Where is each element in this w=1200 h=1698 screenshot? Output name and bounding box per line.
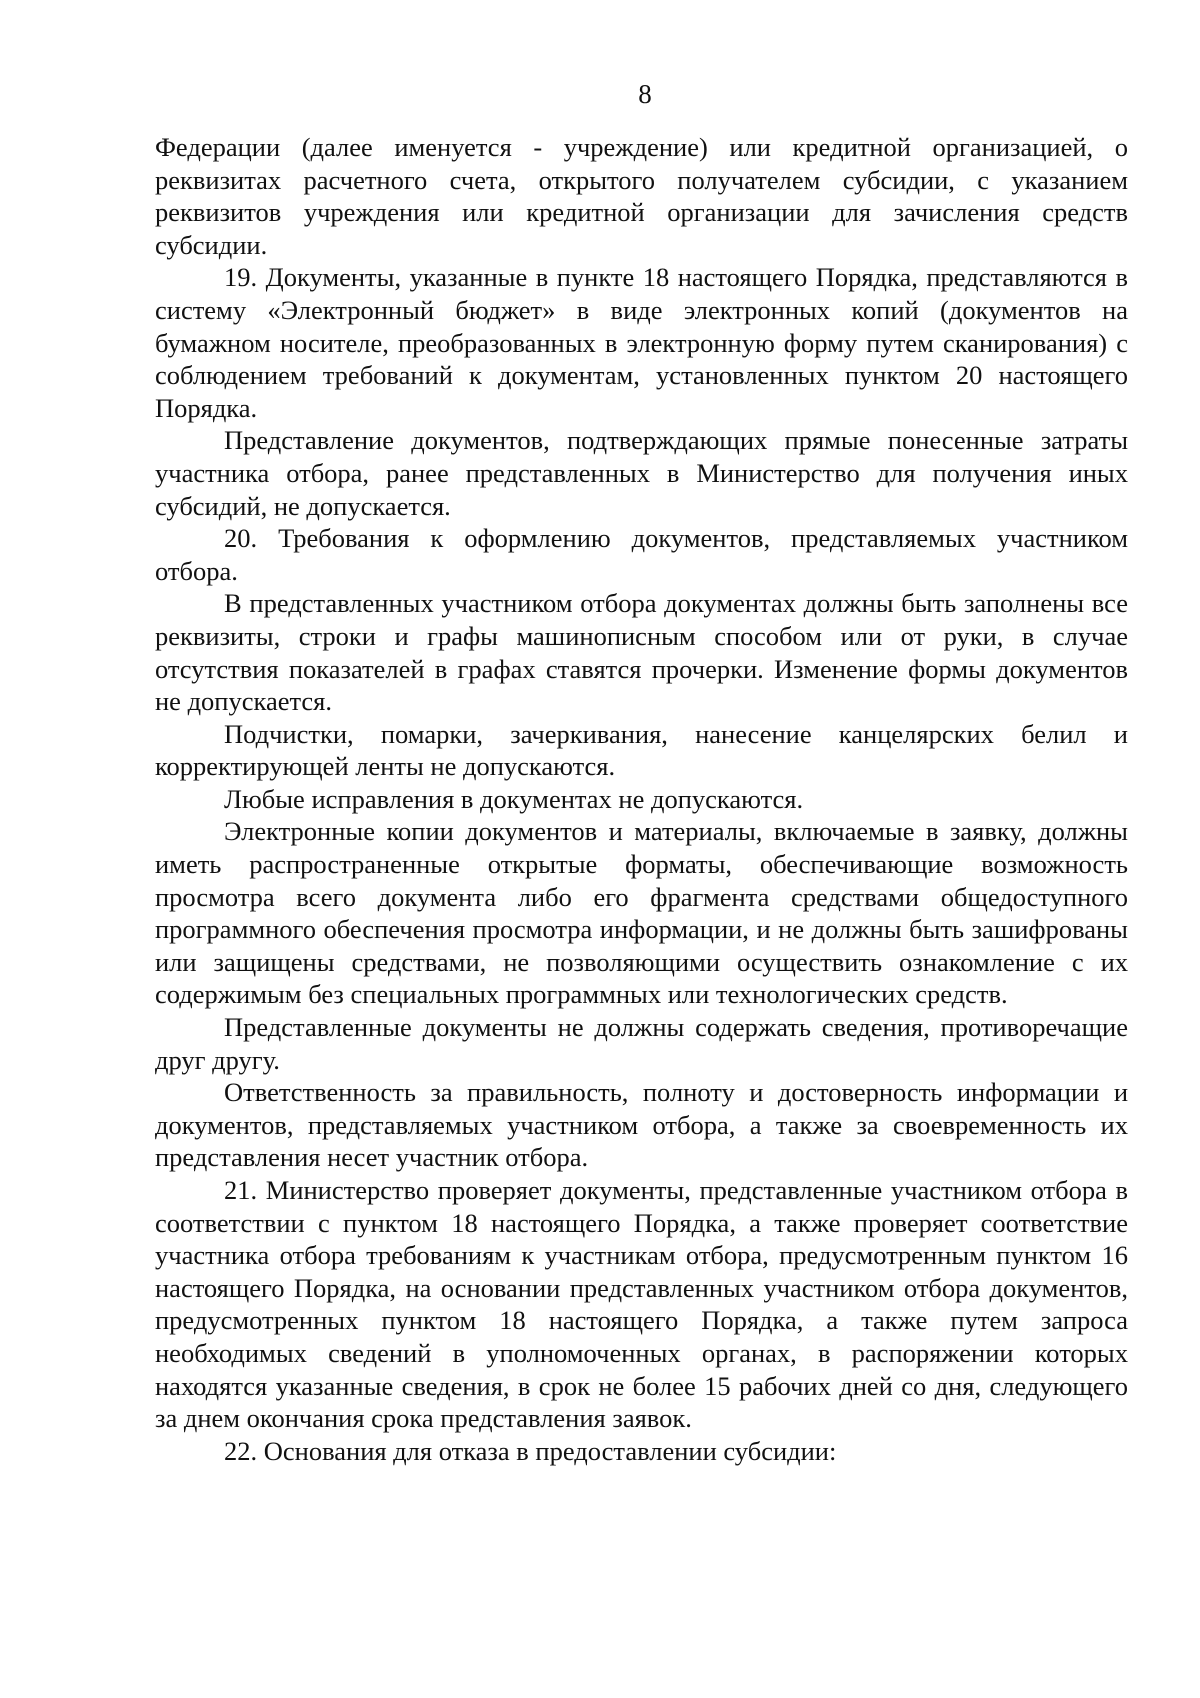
paragraph: Любые исправления в документах не допускаются. (224, 783, 804, 814)
paragraph-clause-20: 20. Требования к оформлению документов, представляемых участником отбора. (155, 523, 1128, 586)
paragraph: Ответственность за правильность, полноту и достоверность информации и документов, представляемых участником отбора, а также за своевременность их представления несет участник отбора. (155, 1077, 1128, 1173)
paragraph: Представление документов, подтверждающих прямые понесенные затраты участника отбора, ранее представленных в Министерство для получения иных субсидий, не допускается. (155, 425, 1128, 521)
paragraph: В представленных участником отбора документах должны быть заполнены все реквизиты, строки и графы машинописным способом или от руки, в случае отсутствия показателей в графах ставятся прочерки. Изменение формы документов не допускается. (155, 588, 1128, 717)
paragraph: Представленные документы не должны содержать сведения, противоречащие друг другу. (155, 1012, 1128, 1075)
paragraph-continuation: Федерации (далее именуется - учреждение) или кредитной организацией, о реквизитах расчетного счета, открытого получателем субсидии, с указанием реквизитов учреждения или кредитной организации для зачисления средств субсидии. (155, 132, 1128, 260)
document-body (155, 131, 1128, 1467)
page-number: 8 (638, 79, 652, 109)
paragraph: Подчистки, помарки, зачеркивания, нанесение канцелярских белил и корректирующей ленты не допускаются. (155, 718, 1128, 782)
paragraph: Электронные копии документов и материалы, включаемые в заявку, должны иметь распространенные открытые форматы, обеспечивающие возможность просмотра всего документа либо его фрагмента средствами общедоступного программного обеспечения просмотра информации, и не должны быть зашифрованы или защищены средствами, не позволяющими осуществить ознакомление с их содержимым без специальных программных или технологических средств. (155, 816, 1128, 1010)
paragraph-clause-22: 22. Основания для отказа в предоставлении субсидии: (224, 1435, 837, 1466)
paragraph-clause-19: 19. Документы, указанные в пункте 18 настоящего Порядка, представляются в систему «Электронный бюджет» в виде электронных копий (документов на бумажном носителе, преобразованных в электронную форму путем сканирования) с соблюдением требований к документам, установленных пунктом 20 настоящего Порядка. (155, 262, 1128, 423)
paragraph-clause-21: 21. Министерство проверяет документы, представленные участником отбора в соответствии с пунктом 18 настоящего Порядка, а также проверяет соответствие участника отбора требованиям к участникам отбора, предусмотренным пунктом 16 настоящего Порядка, на основании представленных участником отбора документов, предусмотренных пунктом 18 настоящего Порядка, а также путем запроса необходимых сведений в уполномоченных органах, в распоряжении которых находятся указанные сведения, в срок не более 15 рабочих дней со дня, следующего за днем окончания срока представления заявок. (155, 1175, 1128, 1434)
